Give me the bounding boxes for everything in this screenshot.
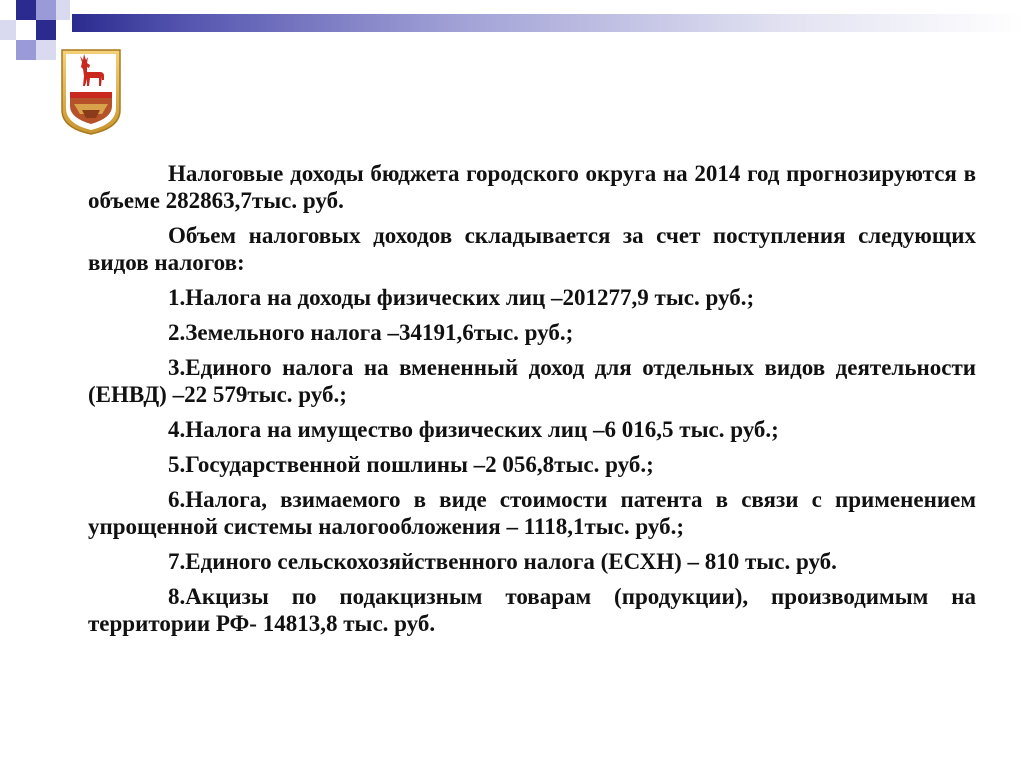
list-item: 3.Единого налога на вмененный доход для отдельных видов деятельности (ЕНВД) –22 579тыс. руб.; — [88, 355, 976, 407]
list-item: 4.Налога на имущество физических лиц –6 016,5 тыс. руб.; — [168, 417, 779, 442]
list-item: 1.Налога на доходы физических лиц –201277,9 тыс. руб.; — [168, 285, 755, 310]
top-gradient-bar — [72, 14, 1023, 32]
list-item: 2.Земельного налога –34191,6тыс. руб.; — [168, 320, 574, 345]
decor-square — [16, 40, 36, 60]
text-body — [88, 160, 976, 645]
list-item: 6.Налога, взимаемого в виде стоимости патента в связи с применением упрощенной системы налогообложения – 1118,1тыс. руб.; — [88, 487, 976, 539]
list-item: 7.Единого сельскохозяйственного налога (ЕСХН) – 810 тыс. руб. — [168, 549, 837, 574]
decor-square — [16, 0, 36, 20]
list-item: 5.Государственной пошлины –2 056,8тыс. руб.; — [168, 452, 654, 477]
decor-square — [36, 40, 56, 60]
paragraph-structure: Объем налоговых доходов складывается за счет поступления следующих видов налогов: — [88, 223, 976, 275]
list-item: 8.Акцизы по подакцизным товарам (продукции), производимым на территории РФ- 14813,8 тыс. руб. — [88, 584, 976, 636]
decor-square — [56, 0, 70, 20]
decor-square — [36, 0, 56, 20]
paragraph-intro: Налоговые доходы бюджета городского округа на 2014 год прогнозируются в объеме 282863,7тыс. руб. — [88, 161, 976, 213]
decor-square — [0, 20, 16, 40]
decor-square — [36, 20, 56, 40]
coat-of-arms-icon — [60, 48, 122, 136]
